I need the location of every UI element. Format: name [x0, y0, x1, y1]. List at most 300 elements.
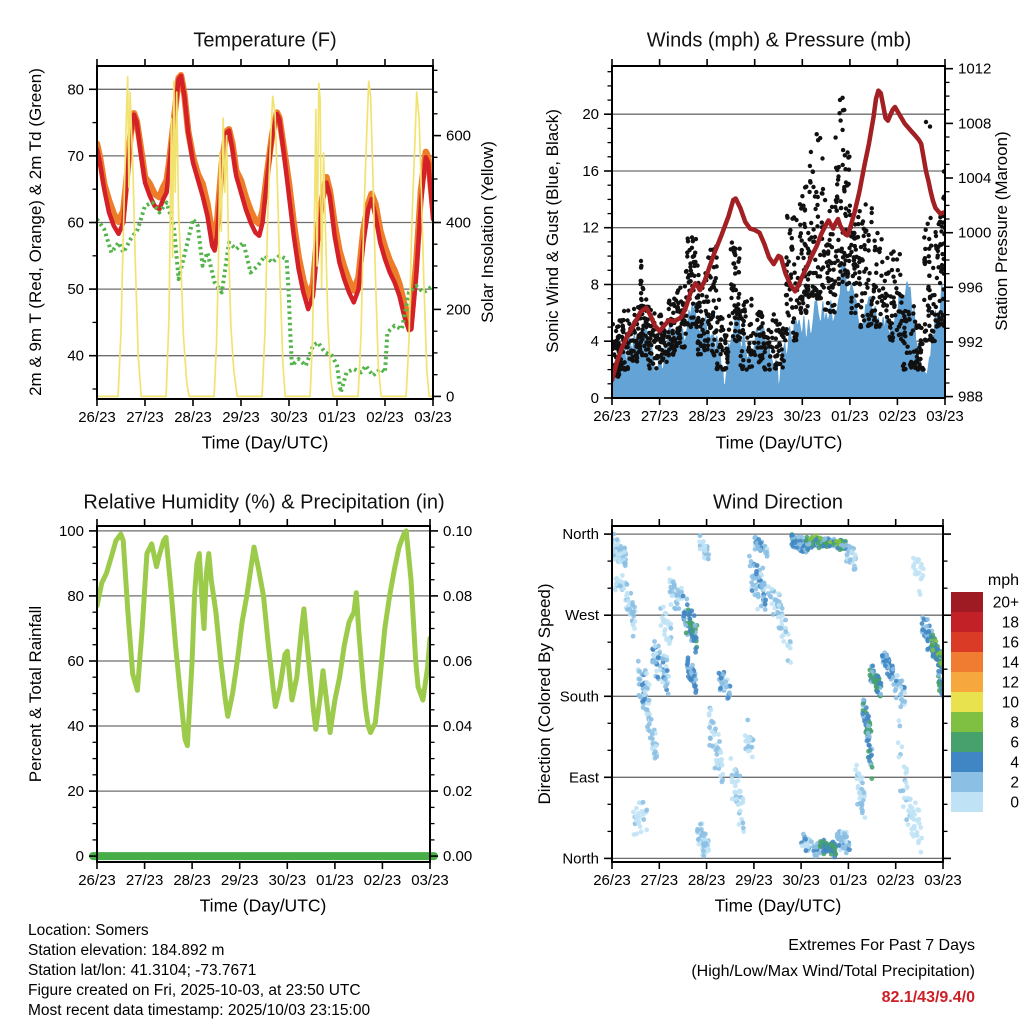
gust-dot	[878, 322, 882, 326]
gust-dot	[729, 321, 733, 325]
gust-dot	[646, 357, 650, 361]
direction-dot	[644, 808, 649, 813]
direction-dot	[804, 848, 809, 853]
direction-dot	[663, 677, 668, 682]
direction-dot	[707, 711, 712, 716]
gust-dot	[690, 271, 694, 275]
gust-dot	[785, 293, 789, 297]
direction-dot	[739, 801, 744, 806]
direction-dot	[856, 771, 861, 776]
gust-dot	[736, 260, 740, 264]
direction-dot	[625, 582, 630, 587]
direction-dot	[821, 849, 826, 854]
gust-dot	[926, 303, 930, 307]
gust-dot	[707, 323, 711, 327]
direction-dot	[801, 832, 806, 837]
legend-label: 16	[1001, 634, 1019, 652]
gust-dot	[627, 322, 631, 326]
direction-dot	[857, 790, 862, 795]
direction-dot	[689, 608, 694, 613]
direction-dot	[732, 768, 737, 773]
gust-dot	[658, 313, 662, 317]
y-tick-label: 4	[590, 333, 599, 351]
direction-dot	[652, 644, 657, 649]
direction-dot	[918, 825, 923, 830]
x-tick-label: 28/23	[174, 409, 212, 426]
x-tick-label: 28/23	[687, 872, 726, 889]
gust-dot	[858, 282, 862, 286]
gust-dot	[931, 266, 935, 270]
gust-dot	[791, 331, 795, 335]
gust-dot	[919, 338, 923, 342]
y-tick-label: 996	[958, 279, 984, 297]
direction-dot	[880, 653, 885, 658]
direction-dot	[655, 675, 660, 680]
gust-dot	[893, 313, 897, 317]
humidity-ylabel-left: Percent & Total Rainfall	[26, 605, 45, 783]
gust-dot	[734, 322, 738, 326]
gust-dot	[858, 209, 862, 213]
gust-dot	[712, 338, 716, 342]
gust-dot	[616, 324, 620, 328]
gust-dot	[815, 132, 819, 136]
gust-dot	[774, 363, 778, 367]
gust-dot	[671, 311, 675, 315]
direction-dot	[631, 614, 636, 619]
gust-dot	[818, 274, 822, 278]
x-tick-label: 26/23	[78, 409, 116, 426]
gust-dot	[854, 304, 858, 308]
gust-dot	[820, 220, 824, 224]
direction-dot	[900, 744, 905, 749]
gust-dot	[924, 228, 928, 232]
temperature-series	[97, 75, 433, 396]
direction-dot	[783, 629, 788, 634]
gust-dot	[840, 128, 844, 132]
direction-dot	[866, 714, 871, 719]
direction-dot	[701, 849, 706, 854]
gust-dot	[797, 301, 801, 305]
gust-dot	[849, 311, 853, 315]
gust-dot	[661, 356, 665, 360]
wind-series-group	[611, 91, 947, 398]
gust-dot	[932, 293, 936, 297]
gust-dot	[832, 303, 836, 307]
direction-dot	[737, 774, 742, 779]
gust-dot	[808, 292, 812, 296]
legend-swatch	[951, 792, 983, 812]
direction-dot	[626, 598, 631, 603]
gust-dot	[767, 340, 771, 344]
gust-dot	[833, 135, 837, 139]
gust-dot	[866, 248, 870, 252]
direction-dot	[639, 829, 644, 834]
direction-dot	[894, 696, 899, 701]
gust-dot	[732, 261, 736, 265]
gust-dot	[705, 339, 709, 343]
gust-dot	[784, 255, 788, 259]
direction-dot	[706, 557, 711, 562]
direction-dot	[662, 617, 667, 622]
gust-dot	[818, 290, 822, 294]
gust-dot	[789, 297, 793, 301]
y-tick-label: 0	[590, 390, 599, 407]
direction-dot	[917, 570, 922, 575]
direction-dot	[703, 832, 708, 837]
direction-dot	[631, 810, 636, 815]
gust-dot	[874, 285, 878, 289]
direction-dot	[936, 669, 941, 674]
direction-dot	[866, 743, 871, 748]
gust-dot	[862, 270, 866, 274]
gust-dot	[639, 259, 643, 263]
direction-dot	[687, 676, 692, 681]
gust-dot	[662, 341, 666, 345]
gust-dot	[923, 247, 927, 251]
direction-dot	[660, 657, 665, 662]
legend-swatch	[951, 772, 983, 792]
gust-dot	[866, 278, 870, 282]
gust-dot	[714, 306, 718, 310]
gust-dot	[836, 259, 840, 263]
gust-dot	[804, 243, 808, 247]
pressure-ylabel-right: Station Pressure (Maroon)	[992, 131, 1011, 331]
gust-dot	[936, 253, 940, 257]
direction-dot	[687, 616, 692, 621]
direction-dot	[750, 755, 755, 760]
gust-dot	[848, 204, 852, 208]
gust-dot	[907, 317, 911, 321]
gust-dot	[644, 297, 648, 301]
gust-dot	[903, 367, 907, 371]
gust-dot	[681, 321, 685, 325]
direction-dot	[653, 660, 658, 665]
direction-dot	[798, 542, 803, 547]
gust-dot	[831, 292, 835, 296]
gust-dot	[654, 366, 658, 370]
gust-dot	[632, 349, 636, 353]
gust-dot	[667, 348, 671, 352]
gust-dot	[811, 271, 815, 275]
gust-dot	[847, 281, 851, 285]
gust-dot	[704, 309, 708, 313]
x-tick-label: 27/23	[125, 872, 164, 889]
direction-dot	[758, 547, 763, 552]
gust-dot	[724, 347, 728, 351]
direction-dot	[936, 680, 941, 685]
gust-dot	[927, 324, 931, 328]
direction-dot	[868, 673, 873, 678]
gust-dot	[761, 321, 765, 325]
direction-dot	[837, 539, 842, 544]
gust-dot	[928, 295, 932, 299]
direction-dot	[755, 563, 760, 568]
gust-dot	[814, 190, 818, 194]
gust-dot	[639, 304, 643, 308]
gust-dot	[864, 202, 868, 206]
gust-dot	[873, 316, 877, 320]
gust-dot	[730, 240, 734, 244]
direction-dot	[737, 822, 742, 827]
direction-dot	[726, 695, 731, 700]
gust-dot	[685, 321, 689, 325]
gust-dot	[621, 327, 625, 331]
gust-dot	[649, 351, 653, 355]
gust-dot	[861, 219, 865, 223]
gust-dot	[830, 285, 834, 289]
gust-dot	[708, 287, 712, 291]
direction-dot	[860, 781, 865, 786]
gust-dot	[831, 268, 835, 272]
extremes-block	[691, 933, 975, 1011]
direction-dot	[932, 653, 937, 658]
humidity-chart	[59, 519, 472, 889]
gust-dot	[700, 293, 704, 297]
gust-dot	[847, 209, 851, 213]
direction-dot	[901, 788, 906, 793]
gust-dot	[690, 235, 694, 239]
gust-dot	[689, 316, 693, 320]
gust-dot	[841, 148, 845, 152]
direction-dot	[906, 822, 911, 827]
gust-dot	[792, 338, 796, 342]
gust-dot	[815, 203, 819, 207]
direction-dot	[649, 717, 654, 722]
direction-dot	[896, 740, 901, 745]
y-tick-label: 400	[446, 214, 472, 232]
gust-dot	[780, 347, 784, 351]
direction-dot	[904, 780, 909, 785]
gust-dot	[742, 307, 746, 311]
direction-dot	[762, 580, 767, 585]
direction-dot	[835, 546, 840, 551]
gust-dot	[845, 183, 849, 187]
gust-dot	[839, 206, 843, 210]
temperature-xlabel: Time (Day/UTC)	[201, 432, 329, 453]
direction-dot	[706, 552, 711, 557]
gust-dot	[865, 286, 869, 290]
gust-dot	[916, 351, 920, 355]
gust-dot	[864, 282, 868, 286]
legend-swatch	[951, 652, 983, 672]
legend-swatch	[951, 672, 983, 692]
direction-tick-label: North	[562, 526, 599, 544]
gust-dot	[614, 329, 618, 333]
legend-label: 10	[1001, 694, 1019, 712]
x-tick-label: 27/23	[126, 409, 164, 426]
gust-dot	[727, 314, 731, 318]
gust-dot	[917, 366, 921, 370]
direction-dot	[748, 736, 753, 741]
direction-dot	[617, 556, 622, 561]
direction-dot	[902, 690, 907, 695]
winds-pressure-chart	[582, 59, 991, 425]
direction-dot	[665, 668, 670, 673]
gust-dot	[790, 236, 794, 240]
y-tick-label: 8	[590, 276, 599, 294]
gust-dot	[799, 206, 803, 210]
gust-dot	[712, 353, 716, 357]
station-latlon: Station lat/lon: 41.3104; -73.7671	[28, 962, 257, 979]
direction-dot	[891, 682, 896, 687]
direction-dot	[683, 623, 688, 628]
direction-dot	[720, 681, 725, 686]
gust-dot	[859, 305, 863, 309]
gust-dot	[934, 234, 938, 238]
direction-dot	[746, 744, 751, 749]
gust-dot	[744, 367, 748, 371]
gust-dot	[915, 360, 919, 364]
gust-dot	[714, 264, 718, 268]
direction-dot	[618, 584, 623, 589]
gust-dot	[651, 362, 655, 366]
direction-dot	[912, 826, 917, 831]
gust-dot	[844, 214, 848, 218]
direction-dot	[696, 837, 701, 842]
gust-dot	[692, 260, 696, 264]
winds-pressure-title: Winds (mph) & Pressure (mb)	[646, 29, 912, 52]
gust-dot	[701, 344, 705, 348]
direction-dot	[753, 587, 758, 592]
direction-dot	[683, 611, 688, 616]
gust-dot	[709, 317, 713, 321]
gust-dot	[852, 265, 856, 269]
gust-dot	[740, 367, 744, 371]
x-tick-label: 29/23	[735, 872, 773, 889]
x-tick-label: 03/23	[926, 408, 964, 425]
gust-dot	[870, 211, 874, 215]
gust-dot	[926, 222, 930, 226]
direction-dot	[648, 736, 653, 741]
direction-dot	[689, 670, 694, 675]
legend-label: 4	[1010, 754, 1019, 772]
gust-dot	[857, 276, 861, 280]
gust-dot	[648, 366, 652, 370]
direction-dot	[625, 607, 630, 612]
gust-dot	[937, 316, 941, 320]
gust-dot	[862, 234, 866, 238]
gust-dot	[774, 336, 778, 340]
gust-dot	[911, 328, 915, 332]
direction-dot	[860, 802, 865, 807]
gust-dot	[835, 194, 839, 198]
gust-dot	[739, 354, 743, 358]
y-tick-label: 100	[58, 522, 84, 540]
direction-dot	[630, 600, 635, 605]
direction-dot	[716, 732, 721, 737]
gust-dot	[740, 349, 744, 353]
direction-dot	[763, 598, 768, 603]
gust-dot	[747, 341, 751, 345]
gust-dot	[829, 260, 833, 264]
gust-dot	[747, 345, 751, 349]
direction-dot	[634, 806, 639, 811]
direction-dot	[658, 623, 663, 628]
gust-dot	[731, 288, 735, 292]
gust-dot	[924, 329, 928, 333]
direction-dot	[869, 776, 874, 781]
direction-dot	[930, 648, 935, 653]
gust-dot	[781, 335, 785, 339]
wind-ylabel-left: Sonic Wind & Gust (Blue, Black)	[543, 109, 562, 353]
gust-dot	[762, 342, 766, 346]
direction-dot	[816, 541, 821, 546]
gust-dot	[832, 310, 836, 314]
gust-dot	[766, 336, 770, 340]
direction-dot	[735, 779, 740, 784]
direction-dot	[738, 809, 743, 814]
direction-dot	[915, 807, 920, 812]
gust-dot	[823, 198, 827, 202]
speed-legend-title: mph	[987, 572, 1019, 589]
direction-dot	[636, 659, 641, 664]
y-tick-label: 1000	[958, 224, 992, 242]
gust-dot	[879, 274, 883, 278]
direction-dot	[684, 597, 689, 602]
direction-dot	[870, 765, 875, 770]
gust-dot	[684, 332, 688, 336]
gust-dot	[852, 258, 856, 262]
gust-dot	[712, 298, 716, 302]
direction-dot	[637, 669, 642, 674]
direction-dot	[901, 804, 906, 809]
direction-dot	[853, 767, 858, 772]
direction-dot	[867, 734, 872, 739]
gust-dot	[794, 218, 798, 222]
gust-dot	[660, 352, 664, 356]
direction-dot	[712, 732, 717, 737]
gust-dot	[757, 310, 761, 314]
gust-dot	[715, 320, 719, 324]
direction-tick-label: East	[568, 769, 599, 787]
y-tick-label: 600	[446, 127, 472, 145]
gust-dot	[667, 301, 671, 305]
gust-dot	[676, 330, 680, 334]
gust-dot	[742, 319, 746, 323]
speed-legend	[951, 592, 1019, 812]
direction-dot	[897, 755, 902, 760]
direction-dot	[777, 603, 782, 608]
gust-dot	[771, 349, 775, 353]
gust-dot	[619, 365, 623, 369]
gust-dot	[686, 275, 690, 279]
direction-dot	[754, 572, 759, 577]
plot-frame	[612, 526, 943, 862]
direction-dot	[666, 636, 671, 641]
direction-dot	[810, 535, 815, 540]
gust-dot	[821, 265, 825, 269]
temperature-ylabel-left: 2m & 9m T (Red, Orange) & 2m Td (Green)	[26, 68, 45, 396]
gust-dot	[917, 323, 921, 327]
temperature-title: Temperature (F)	[193, 29, 337, 52]
x-tick-label: 28/23	[173, 872, 211, 889]
gust-dot	[851, 274, 855, 278]
direction-dot	[861, 697, 866, 702]
direction-dot	[818, 536, 823, 541]
gust-dot	[798, 223, 802, 227]
direction-dot	[741, 826, 746, 831]
direction-dot	[921, 566, 926, 571]
gust-dot	[839, 199, 843, 203]
x-tick-label: 29/23	[220, 872, 259, 889]
gust-dot	[788, 228, 792, 232]
direction-dot	[845, 552, 850, 557]
gust-dot	[717, 298, 721, 302]
gust-dot	[935, 324, 939, 328]
gust-dot	[667, 353, 671, 357]
x-tick-label: 30/23	[270, 409, 308, 426]
direction-dot	[790, 533, 795, 538]
